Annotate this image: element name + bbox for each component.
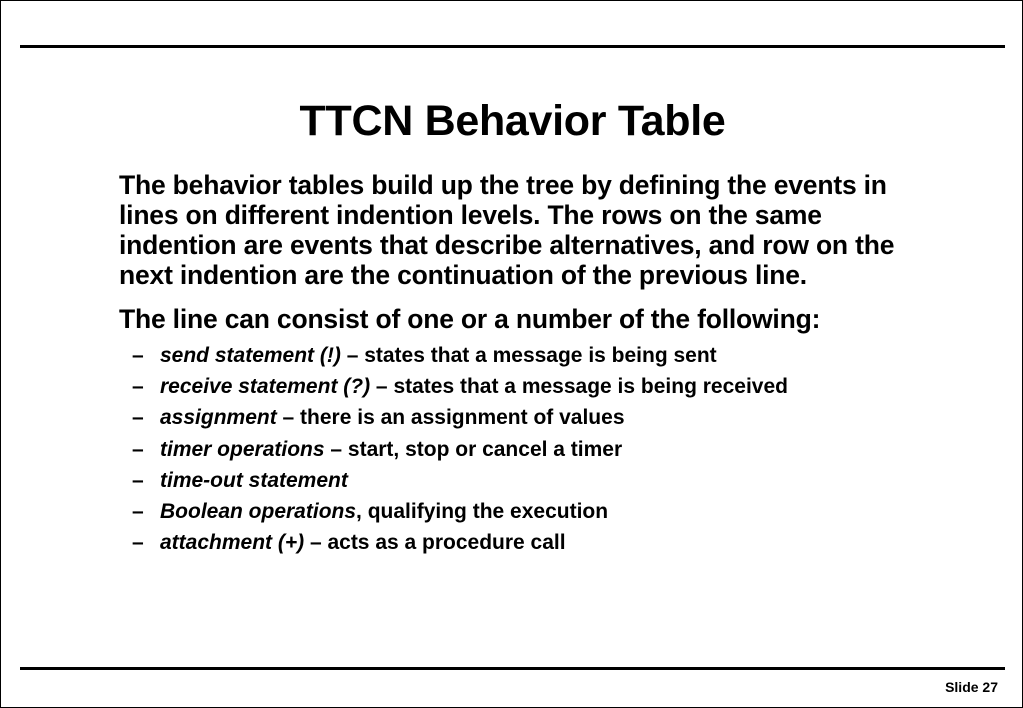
- bullet-description: – start, stop or cancel a timer: [324, 437, 623, 461]
- slide-title: TTCN Behavior Table: [299, 97, 726, 145]
- bottom-divider: [20, 667, 1005, 670]
- bullet-term: timer operations: [160, 437, 325, 461]
- dash-bullet-icon: –: [132, 531, 144, 555]
- bullet-term: receive statement (?): [160, 375, 371, 399]
- list-intro-paragraph: The line can consist of one or a number of the following:: [119, 304, 821, 334]
- bullet-description: – states that a message is being received: [370, 375, 788, 399]
- dash-bullet-icon: –: [132, 375, 144, 399]
- bullet-item-assignment: [119, 402, 939, 433]
- bullet-item-time-out-statement: [119, 465, 939, 496]
- dash-bullet-icon: –: [132, 406, 144, 430]
- slide-number: Slide 27: [945, 679, 998, 695]
- slide-body: [119, 170, 939, 558]
- bullet-description: – there is an assignment of values: [276, 406, 625, 430]
- top-divider: [20, 45, 1005, 48]
- bullet-description: , qualifying the execution: [356, 500, 609, 524]
- bullet-description: – states that a message is being sent: [340, 344, 717, 367]
- bullet-term: send statement (!): [160, 344, 341, 367]
- bullet-list: [119, 340, 939, 558]
- dash-bullet-icon: –: [132, 468, 144, 492]
- dash-bullet-icon: –: [132, 437, 144, 461]
- bullet-item-attachment: [119, 527, 939, 558]
- bullet-item-send-statement: [119, 340, 939, 371]
- bullet-item-receive-statement: [119, 371, 939, 402]
- bullet-term: Boolean operations: [160, 500, 357, 524]
- dash-bullet-icon: –: [132, 500, 144, 524]
- bullet-description: – acts as a procedure call: [304, 531, 566, 555]
- dash-bullet-icon: –: [132, 344, 144, 367]
- bullet-term: assignment: [160, 406, 277, 430]
- bullet-item-timer-operations: [119, 434, 939, 465]
- bullet-term: attachment (+): [160, 531, 305, 555]
- bullet-item-boolean-operations: [119, 496, 939, 527]
- bullet-term: time-out statement: [160, 468, 348, 492]
- intro-paragraph: The behavior tables build up the tree by defining the events in lines on different indention levels. The rows on the same indention are events that describe alternatives, and row on the next indention are the continuation of the previous line.: [119, 170, 895, 290]
